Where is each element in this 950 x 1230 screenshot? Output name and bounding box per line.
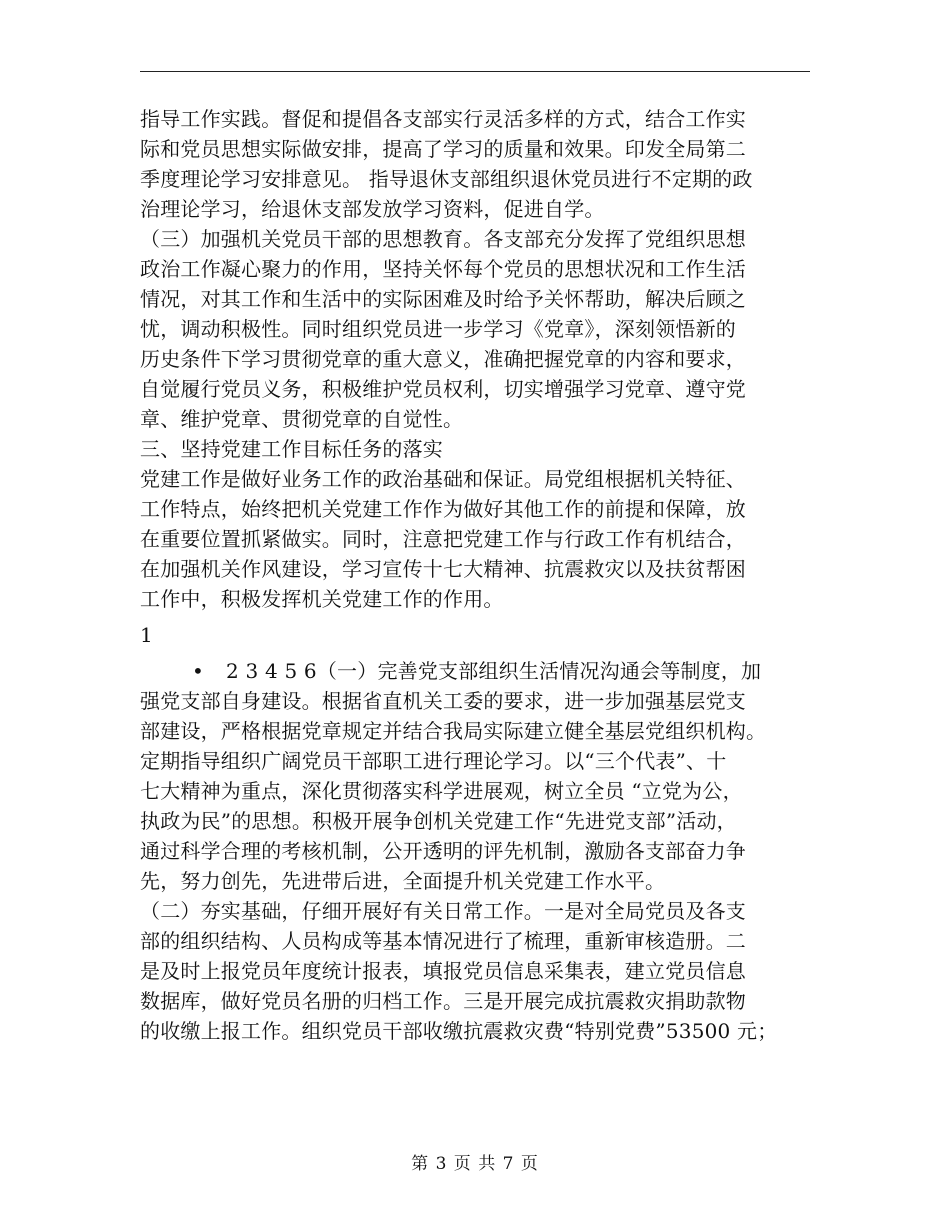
bullet-text: 2 3 4 5 6（一）完善党支部组织生活情况沟通会等制度，加 [226,659,762,683]
text-line: 指导工作实践。督促和提倡各支部实行灵活多样的方式，结合工作实 [140,107,746,131]
paragraph-1 [140,104,815,224]
text-line: 七大精神为重点，深化贯彻落实科学进展观，树立全员 “立党为公， [140,779,743,803]
text-line: 部建设，严格根据党章规定并结合我局实际建立健全基层党组织机构。 [140,719,767,743]
page-footer: 第 3 页 共 7 页 [411,1154,539,1174]
text-line: 强党支部自身建设。根据省直机关工委的要求，进一步加强基层党支 [140,689,746,713]
text-line: 定期指导组织广阔党员干部职工进行理论学习。以“三个代表”、十 [140,749,727,773]
header-rule [140,71,810,72]
paragraph-2 [140,224,815,434]
text-line: 工作中，积极发挥机关党建工作的作用。 [140,587,504,611]
text-line: 历史条件下学习贯彻党章的重大意义，准确把握党章的内容和要求， [140,347,746,371]
text-line: 是及时上报党员年度统计报表，填报党员信息采集表，建立党员信息 [140,959,746,983]
text-line: 通过科学合理的考核机制，公开透明的评先机制，激励各支部奋力争 [140,839,746,863]
text-line: 的收缴上报工作。组织党员干部收缴抗震救灾费“特别党费”53500 元； [140,1019,778,1043]
text-line: （二）夯实基础，仔细开展好有关日常工作。一是对全局党员及各支 [140,899,746,923]
text-line: （三）加强机关党员干部的思想教育。各支部充分发挥了党组织思想 [140,227,746,251]
text-line: 在加强机关作风建设，学习宣传十七大精神、抗震救灾以及扶贫帮困 [140,557,746,581]
paragraph-4 [140,686,815,896]
text-line: 执政为民”的思想。积极开展争创机关党建工作“先进党支部”活动， [140,809,737,833]
text-line: 党建工作是做好业务工作的政治基础和保证。局党组根据机关特征、 [140,467,746,491]
text-line: 情况，对其工作和生活中的实际困难及时给予关怀帮助，解决后顾之 [140,287,746,311]
text-line: 部的组织结构、人员构成等基本情况进行了梳理，重新审核造册。二 [140,929,746,953]
text-line: 自觉履行党员义务，积极维护党员权利，切实增强学习党章、遵守党 [140,377,746,401]
text-line: 章、维护党章、贯彻党章的自觉性。 [140,407,464,431]
paragraph-3 [140,464,815,614]
text-line: 政治工作凝心聚力的作用，坚持关怀每个党员的思想状况和工作生活 [140,257,746,281]
text-line: 治理论学习，给退休支部发放学习资料，促进自学。 [140,197,605,221]
text-line: 先，努力创先，先进带后进，全面提升机关党建工作水平。 [140,869,666,893]
text-line: 数据库，做好党员名册的归档工作。三是开展完成抗震救灾捐助款物 [140,989,746,1013]
text-line: 在重要位置抓紧做实。同时，注意把党建工作与行政工作有机结合， [140,527,746,551]
text-line: 际和党员思想实际做安排，提高了学习的质量和效果。印发全局第二 [140,137,746,161]
text-line: 季度理论学习安排意见。 指导退休支部组织退休党员进行不定期的政 [140,167,753,191]
paragraph-5 [140,896,815,1046]
stray-number: 1 [140,623,153,647]
document-body [140,104,815,1046]
bullet-icon: • [192,659,204,683]
bullet-list-item [140,656,815,686]
text-line: 工作特点，始终把机关党建工作作为做好其他工作的前提和保障，放 [140,497,746,521]
section-heading: 三、坚持党建工作目标任务的落实 [140,437,443,461]
text-line: 忧，调动积极性。同时组织党员进一步学习《党章》，深刻领悟新的 [140,317,736,341]
